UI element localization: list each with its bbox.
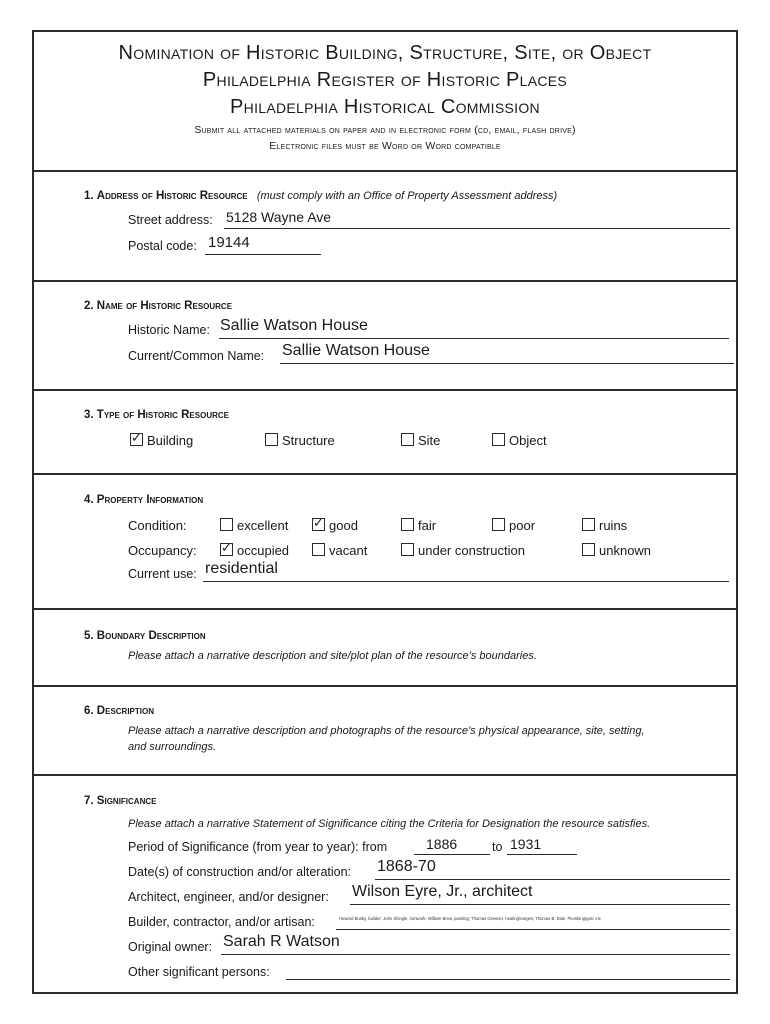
historic-name-label: Historic Name: xyxy=(128,323,210,337)
current-name-label: Current/Common Name: xyxy=(128,349,265,363)
option-label: vacant xyxy=(329,543,368,558)
occupancy-unknown-checkbox[interactable] xyxy=(582,543,651,558)
option-label: under construction xyxy=(418,543,525,558)
option-label: occupied xyxy=(237,543,290,558)
street-address-line xyxy=(224,228,730,229)
checkbox-checked-icon xyxy=(312,518,325,531)
builder-line xyxy=(336,929,730,930)
section-4-heading xyxy=(84,494,203,506)
significance-instructions: Please attach a narrative Statement of Significance citing the Criteria for Designation the resource satisfies. xyxy=(128,818,651,830)
occupancy-label: Occupancy: xyxy=(128,543,197,558)
historic-name-value[interactable]: Sallie Watson House xyxy=(220,317,368,334)
option-label: unknown xyxy=(599,543,652,558)
period-from-value[interactable]: 1886 xyxy=(426,836,458,852)
other-persons-label: Other significant persons: xyxy=(128,965,270,979)
register-title: Philadelphia Register of Historic Places xyxy=(202,69,568,91)
construction-dates-line xyxy=(375,879,730,880)
file-format-note: Electronic files must be Word or Word compatible xyxy=(269,140,501,152)
current-use-value[interactable]: residential xyxy=(205,560,278,577)
period-to-label: to xyxy=(492,840,503,854)
type-structure-checkbox[interactable] xyxy=(265,433,335,448)
divider xyxy=(34,170,736,172)
option-label: Site xyxy=(418,433,441,448)
section-title: Address of Historic Resource xyxy=(96,190,248,202)
checkbox-icon xyxy=(582,518,595,531)
boundary-instructions: Please attach a narrative description and site/plot plan of the resource’s boundaries. xyxy=(128,650,537,662)
divider xyxy=(34,280,736,282)
option-label: ruins xyxy=(599,518,628,533)
other-persons-line[interactable] xyxy=(286,979,730,980)
section-5-heading xyxy=(84,630,206,642)
architect-line xyxy=(350,904,730,905)
option-label: Object xyxy=(509,433,547,448)
divider xyxy=(34,389,736,391)
occupancy-vacant-checkbox[interactable] xyxy=(312,543,367,558)
section-number: 1. xyxy=(84,190,94,202)
builder-value[interactable]: Howard Busby, builder; John Shingle, ironwork; William Brew, painting; Thomas Gessner, heating/ranges; Thomas B. Dale, Plumbing/gas; etc xyxy=(339,916,601,921)
option-label: excellent xyxy=(237,518,289,533)
checkbox-icon xyxy=(265,433,278,446)
section-number: 7. xyxy=(84,795,94,807)
checkbox-icon xyxy=(401,433,414,446)
postal-code-label: Postal code: xyxy=(128,239,197,253)
postal-code-value[interactable]: 19144 xyxy=(208,234,250,251)
option-label: Structure xyxy=(282,433,335,448)
historic-name-line xyxy=(219,338,729,339)
section-title: Boundary Description xyxy=(96,630,206,642)
current-name-line xyxy=(280,363,734,364)
nomination-form xyxy=(32,30,738,994)
period-to-line xyxy=(507,854,577,855)
section-6-heading xyxy=(84,705,154,717)
section-title: Property Information xyxy=(96,494,204,506)
checkbox-icon xyxy=(582,543,595,556)
checkbox-icon xyxy=(401,543,414,556)
checkbox-icon xyxy=(220,518,233,531)
condition-fair-checkbox[interactable] xyxy=(401,518,436,533)
condition-poor-checkbox[interactable] xyxy=(492,518,535,533)
description-instructions-1: Please attach a narrative description and photographs of the resource’s physical appearance, site, setting, xyxy=(128,725,645,737)
section-title: Name of Historic Resource xyxy=(96,300,233,312)
section-number: 4. xyxy=(84,494,94,506)
section-2-heading xyxy=(84,300,232,312)
type-object-checkbox[interactable] xyxy=(492,433,547,448)
type-site-checkbox[interactable] xyxy=(401,433,440,448)
section-title: Type of Historic Resource xyxy=(96,409,229,421)
section-number: 2. xyxy=(84,300,94,312)
section-number: 5. xyxy=(84,630,94,642)
occupancy-occupied-checkbox[interactable] xyxy=(220,543,289,558)
checkbox-icon xyxy=(401,518,414,531)
period-label: Period of Significance (from year to year): from xyxy=(128,840,388,854)
current-use-label: Current use: xyxy=(128,567,197,581)
type-building-checkbox[interactable] xyxy=(130,433,193,448)
section-1-heading xyxy=(84,190,557,202)
current-use-line xyxy=(203,581,729,582)
condition-excellent-checkbox[interactable] xyxy=(220,518,288,533)
occupancy-under-construction-checkbox[interactable] xyxy=(401,543,525,558)
divider xyxy=(34,774,736,776)
section-title: Description xyxy=(96,705,154,717)
condition-label: Condition: xyxy=(128,518,187,533)
period-to-value[interactable]: 1931 xyxy=(510,836,542,852)
checkbox-checked-icon xyxy=(130,433,143,446)
original-owner-value[interactable]: Sarah R Watson xyxy=(223,933,340,950)
checkbox-icon xyxy=(492,433,505,446)
construction-dates-value[interactable]: 1868-70 xyxy=(377,858,436,875)
option-label: poor xyxy=(509,518,536,533)
condition-good-checkbox[interactable] xyxy=(312,518,358,533)
checkbox-icon xyxy=(492,518,505,531)
period-from-line xyxy=(414,854,490,855)
section-number: 3. xyxy=(84,409,94,421)
checkbox-checked-icon xyxy=(220,543,233,556)
section-title: Significance xyxy=(96,795,157,807)
option-label: good xyxy=(329,518,358,533)
divider xyxy=(34,685,736,687)
architect-label: Architect, engineer, and/or designer: xyxy=(128,890,329,904)
checkbox-icon xyxy=(312,543,325,556)
commission-title: Philadelphia Historical Commission xyxy=(230,96,540,118)
postal-code-line xyxy=(205,254,321,255)
condition-ruins-checkbox[interactable] xyxy=(582,518,627,533)
section-note: (must comply with an Office of Property Assessment address) xyxy=(256,190,558,202)
current-name-value[interactable]: Sallie Watson House xyxy=(282,342,430,359)
description-instructions-2: and surroundings. xyxy=(128,741,217,753)
builder-label: Builder, contractor, and/or artisan: xyxy=(128,915,315,929)
divider xyxy=(34,608,736,610)
street-address-value[interactable]: 5128 Wayne Ave xyxy=(226,209,332,225)
original-owner-line xyxy=(221,954,730,955)
architect-value[interactable]: Wilson Eyre, Jr., architect xyxy=(352,883,533,900)
divider xyxy=(34,473,736,475)
option-label: fair xyxy=(418,518,437,533)
section-number: 6. xyxy=(84,705,94,717)
option-label: Building xyxy=(147,433,194,448)
original-owner-label: Original owner: xyxy=(128,940,213,954)
section-7-heading xyxy=(84,795,156,807)
form-title: Nomination of Historic Building, Structure, Site, or Object xyxy=(118,42,652,64)
construction-dates-label: Date(s) of construction and/or alteration: xyxy=(128,865,352,879)
street-address-label: Street address: xyxy=(128,213,213,227)
submission-instructions: Submit all attached materials on paper and in electronic form (cd, email, flash drive) xyxy=(194,124,576,136)
section-3-heading xyxy=(84,409,229,421)
